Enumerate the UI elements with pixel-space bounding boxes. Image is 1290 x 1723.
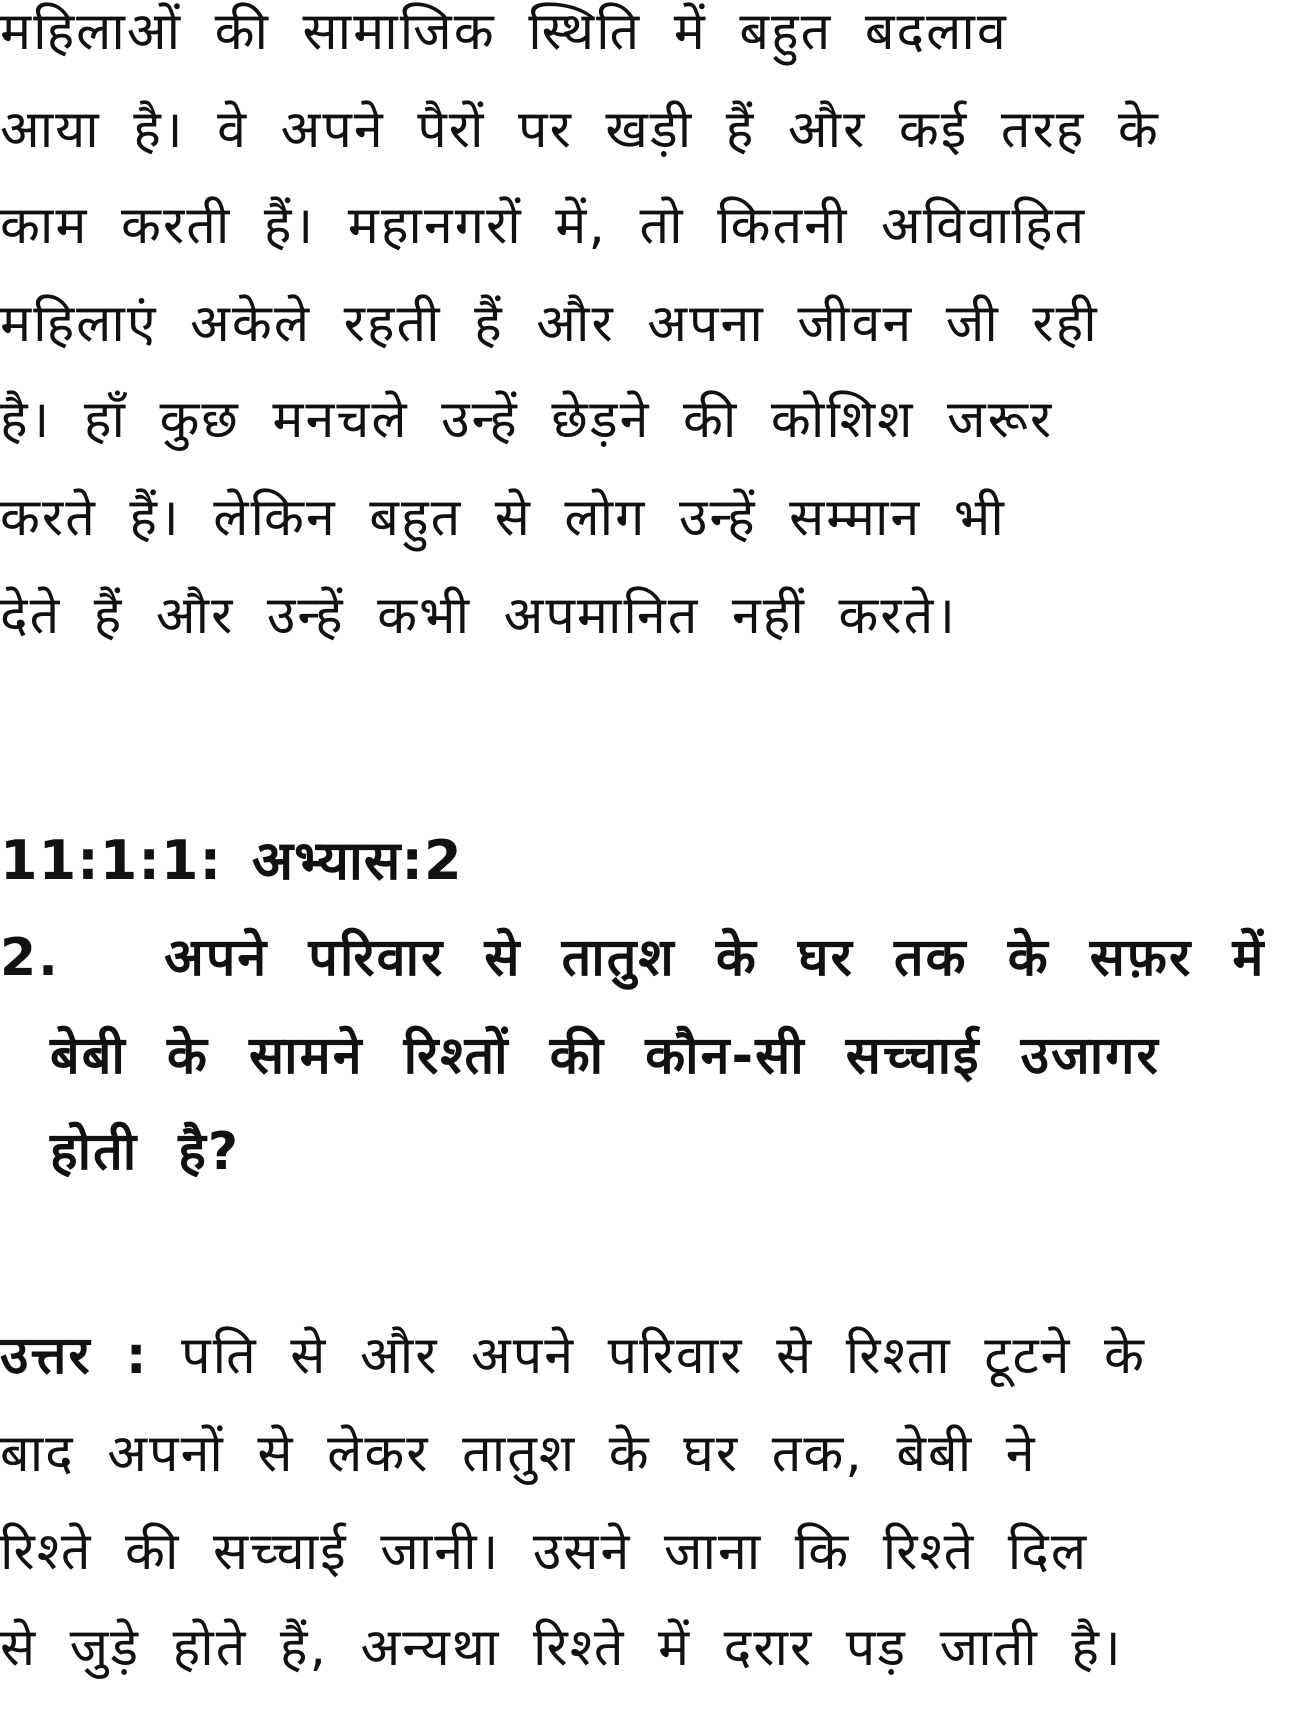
- question-line: होती है?: [50, 1122, 241, 1182]
- paragraph-line: काम करती हैं। महानगरों में, तो कितनी अविवाहित: [0, 196, 1087, 256]
- question-number: 2.: [0, 928, 60, 988]
- question-first-line: [0, 928, 1266, 988]
- answer-text: पति से और अपने परिवार से रिश्ता टूटने के: [148, 1326, 1146, 1386]
- answer-first-line: [0, 1326, 1146, 1386]
- section-heading: 11:1:1: अभ्यास:2: [0, 829, 463, 892]
- paragraph-line: देते हैं और उन्हें कभी अपमानित नहीं करते।: [0, 586, 957, 646]
- answer-line: रिश्ते की सच्चाई जानी। उसने जाना कि रिश्ते दिल: [0, 1522, 1089, 1582]
- paragraph-line: आया है। वे अपने पैरों पर खड़ी हैं और कई तरह के: [0, 100, 1160, 160]
- paragraph-line: महिलाएं अकेले रहती हैं और अपना जीवन जी रही: [0, 294, 1099, 354]
- answer-line: से जुड़े होते हैं, अन्यथा रिश्ते में दरार पड़ जाती है।: [0, 1618, 1123, 1678]
- paragraph-line: है। हाँ कुछ मनचले उन्हें छेड़ने की कोशिश जरूर: [0, 390, 1054, 450]
- answer-line: बाद अपनों से लेकर तातुश के घर तक, बेबी ने: [0, 1424, 1037, 1484]
- paragraph-line: करते हैं। लेकिन बहुत से लोग उन्हें सम्मान भी: [0, 488, 1006, 548]
- paragraph-line: महिलाओं की सामाजिक स्थिति में बहुत बदलाव: [0, 2, 1008, 62]
- answer-label: उत्तर :: [0, 1326, 149, 1386]
- question-text: अपने परिवार से तातुश के घर तक के सफ़र में: [164, 928, 1266, 988]
- question-line: बेबी के सामने रिश्तों की कौन-सी सच्चाई उजागर: [50, 1026, 1160, 1086]
